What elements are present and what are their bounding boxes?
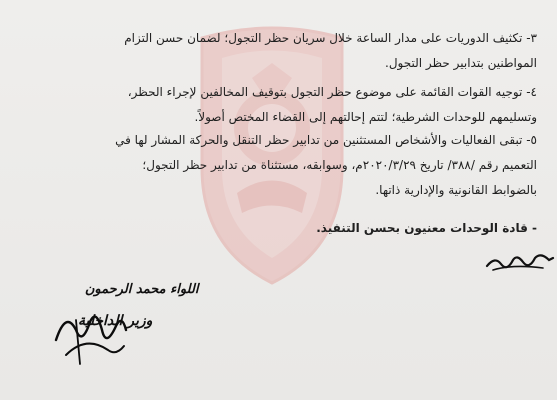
paragraph-3 — [32, 26, 537, 76]
signatory-name: اللواء محمد الرحمون — [84, 282, 199, 297]
closing-text: - قادة الوحدات معنيون بحسن التنفيذ. — [316, 221, 537, 235]
paragraph-5 — [32, 128, 537, 203]
paragraph-line: التعميم رقم /٣٨٨/ تاريخ ٢٠٢٠/٣/٢٩م، وسوابقه، مستثناة من تدابير حظر التجول؛ — [142, 158, 537, 172]
paragraph-line: ٥- تبقى الفعاليات والأشخاص المستثنين من تدابير حظر التنقل والحركة المشار لها في — [115, 133, 537, 147]
paragraph-line: ٣- تكثيف الدوريات على مدار الساعة خلال سريان حظر التجول؛ لضمان حسن التزام — [124, 31, 537, 45]
paragraph-line: بالضوابط القانونية والإدارية ذاتها. — [375, 183, 537, 197]
initials-scribble-icon — [483, 246, 555, 276]
paragraph-line: ٤- توجيه القوات القائمة على موضوع حظر التجول بتوقيف المخالفين لإجراء الحظر، — [127, 85, 537, 99]
paragraph-line: المواطنين بتدابير حظر التجول. — [385, 56, 537, 70]
closing-line — [32, 216, 537, 241]
paragraph-4 — [32, 80, 537, 130]
handwritten-signature-icon — [46, 300, 132, 370]
paragraph-line: وتسليمهم للوحدات الشرطية؛ لتتم إحالتهم إلى القضاء المختص أصولاً. — [194, 110, 537, 124]
signatory-title: وزير الداخلية — [78, 313, 153, 329]
